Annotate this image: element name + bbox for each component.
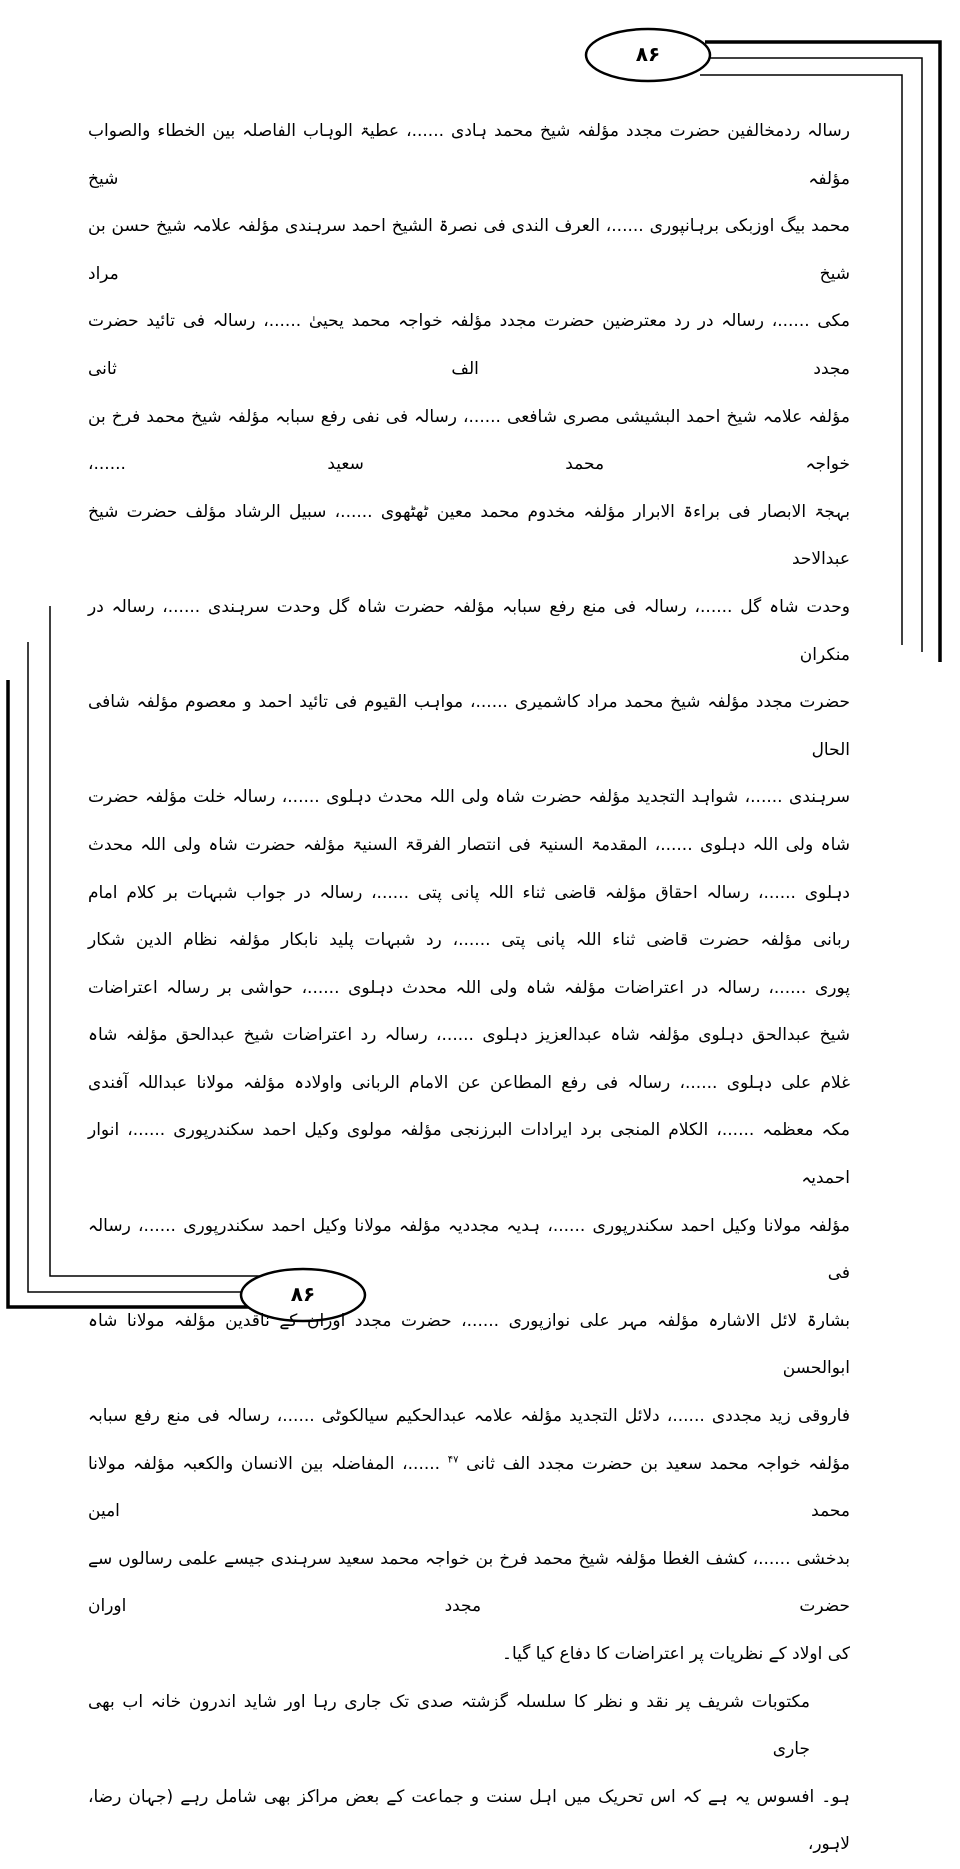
page-number-top: ۸۶ [635, 42, 661, 66]
text-line: شاہ ولی اللہ دہلوی ......، المقدمۃ السنیۃ فی انتصار الفرقۃ السنیۃ مؤلفہ حضرت شاہ ولی اللہ محدث [88, 834, 850, 855]
text-line: مکی ......، رسالہ در رد معترضین حضرت مجدد مؤلفہ خواجہ محمد یحییٰ ......، رسالہ فی تائید حضرت مجدد الف ثانی [88, 311, 850, 379]
page-number-bottom: ۸۶ [290, 1282, 316, 1306]
text-segment: ......، المفاضلہ بین الانسان والکعبہ مؤلفہ مولانا محمد امین [88, 1453, 850, 1522]
text-line: وحدت شاہ گل ......، رسالہ فی منع رفع سبابہ مؤلفہ حضرت شاہ گل وحدت سرہندی ......، رسالہ در منکران [88, 596, 850, 665]
paragraph-2-line: ہو۔ افسوس یہ ہے کہ اس تحریک میں اہل سنت و جماعت کے بعض مراکز بھی شامل رہے (جہان رضا، لاہور، [88, 1786, 850, 1855]
text-line: سرہندی ......، شواہد التجدید مؤلفہ حضرت شاہ ولی اللہ محدث دہلوی ......، رسالہ خلت مؤلفہ حضرت [88, 787, 850, 808]
text-line: ربانی مؤلفہ حضرت قاضی ثناء اللہ پانی پتی ......، رد شبہات پلید نابکار مؤلفہ نظام الدین شکار [88, 930, 850, 951]
text-line: بشارۃ لائل الاشارہ مؤلفہ مہر علی نوازپوری ......، حضرت مجدد اوران کے ناقدین مؤلفہ مولانا شاہ ابوالحسن [88, 1310, 850, 1379]
paragraph-2-line: مکتوبات شریف پر نقد و نظر کا سلسلہ گزشتہ صدی تک جاری رہا اور شاید اندرون خانہ اب بھی جاری [88, 1691, 810, 1760]
text-line: بہجۃ الابصار فی براءۃ الابرار مؤلفہ مخدوم محمد معین ٹھٹھوی ......، سبیل الرشاد مؤلف حضرت شیخ عبدالاحد [88, 501, 850, 570]
text-line: دہلوی ......، رسالہ احقاق مؤلفہ قاضی ثناء اللہ پانی پتی ......، رسالہ در جواب شبہات بر کلام امام [88, 882, 850, 903]
text-line: مکہ معظمہ ......، الکلام المنجی برد ایرادات البرزنجی مؤلفہ مولوی وکیل احمد سکندرپوری ......، انوار احمدیہ [88, 1120, 850, 1189]
text-line: بدخشی ......، کشف الغطا مؤلفہ شیخ محمد فرخ بن خواجہ محمد سعید سرہندی جیسے علمی رسالوں سے حضرت مجدد اوران [88, 1548, 850, 1617]
text-line: شیخ عبدالحق دہلوی مؤلفہ شاہ عبدالعزیز دہلوی ......، رسالہ رد اعتراضات شیخ عبدالحق مؤلفہ شاہ [88, 1025, 850, 1046]
footnote-marker[interactable]: ۴۷ [447, 1453, 459, 1465]
text-line: مؤلفہ علامہ شیخ احمد البشیشی مصری شافعی ......، رسالہ فی نفی رفع سبابہ مؤلفہ شیخ محمد فرخ بن خواجہ محمد سعید ......، [88, 406, 850, 475]
body-text [88, 108, 850, 1869]
text-line: حضرت مجدد مؤلفہ شیخ محمد مراد کاشمیری ......، مواہب القیوم فی تائید احمد و معصوم مؤلفہ شافی الحال [88, 692, 850, 760]
text-line: مؤلفہ مولانا وکیل احمد سکندرپوری ......، ہدیہ مجددیہ مؤلفہ مولانا وکیل احمد سکندرپوری ......، رسالہ فی [88, 1215, 850, 1284]
text-line: رسالہ ردمخالفین حضرت مجدد مؤلفہ شیخ محمد ہادی ......، عطیۃ الوہاب الفاصلہ بین الخطاء والصواب مؤلفہ شیخ [88, 121, 850, 189]
text-line: پوری ......، رسالہ در اعتراضات مؤلفہ شاہ ولی اللہ محدث دہلوی ......، حواشی بر رسالہ اعتراضات [88, 977, 850, 998]
text-line: غلام علی دہلوی ......، رسالہ فی رفع المطاعن عن الامام الربانی واولادہ مؤلفہ مولانا عبداللہ آفندی [88, 1072, 850, 1093]
text-segment: مؤلفہ خواجہ محمد سعید بن حضرت مجدد الف ثانی [466, 1453, 850, 1474]
text-line: فاروقی زید مجددی ......، دلائل التجدید مؤلفہ علامہ عبدالحکیم سیالکوٹی ......، رسالہ فی منع رفع سبابہ [88, 1406, 850, 1427]
text-line: محمد بیگ اوزبکی برہانپوری ......، العرف الندی فی نصرۃ الشیخ احمد سرہندی مؤلفہ علامہ شیخ حسن بن شیخ مراد [88, 216, 850, 284]
paragraph-end-line: کی اولاد کے نظریات پر اعتراضات کا دفاع کیا گیا۔ [501, 1644, 850, 1664]
text-line-with-footnote [88, 1441, 850, 1536]
